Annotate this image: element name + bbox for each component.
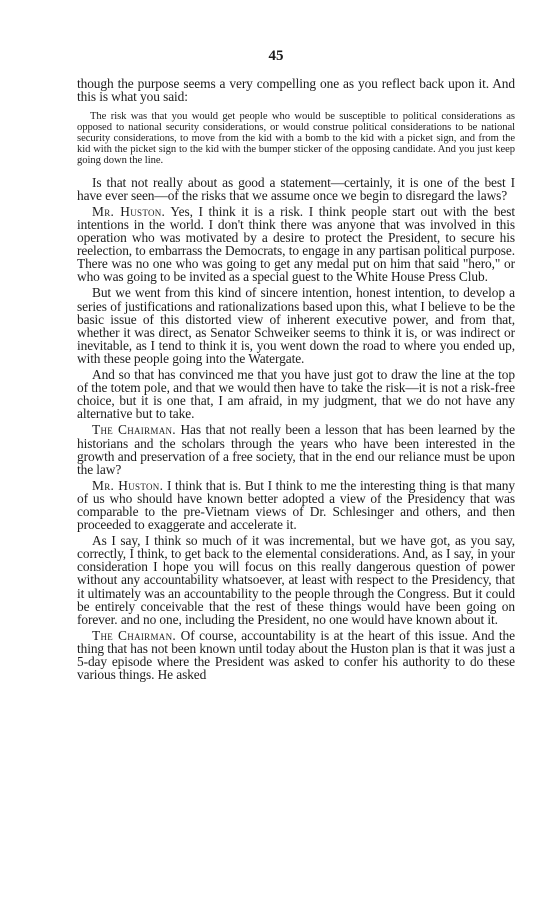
speaker-label: The Chairman. xyxy=(92,422,176,438)
block-quote: The risk was that you would get people who would be susceptible to political considerations as opposed to national security considerations, or would construe political considerations to be national security considerations, to move from the kid with a bomb to the kid with a picket sign, and from the kid with the picket sign to the kid with the bumper sticker of the opposing candidate. And you just keep going down the line. xyxy=(77,111,515,166)
page-body xyxy=(77,77,515,681)
speaker-label: Mr. Huston. xyxy=(92,477,164,493)
paragraph: The Chairman. Has that not really been a lesson that has been learned by the historians and the scholars through the years who have been interested in the growth and preservation of a free society, that in the end our reliance must be upon the law? xyxy=(77,422,515,477)
paragraph: though the purpose seems a very compelling one as you reflect back upon it. And this is what you said: xyxy=(77,76,515,105)
paragraph: But we went from this kind of sincere intention, honest intention, to develop a series of justifications and rationalizations based upon this, what I believe to be the basic issue of this distorted view of inherent executive power, and from that, whether it was direct, as Senator Schweiker seems to think it is, or was indirect or inevitable, as I tend to think it is, you went down the road to where you ended up, with these people going into the Watergate. xyxy=(77,285,515,366)
paragraph: Mr. Huston. I think that is. But I think to me the interesting thing is that many of us who should have known better adopted a view of the Presidency that was comparable to the pre-Vietnam views of Dr. Schlesinger and others, and then proceeded to exaggerate and accelerate it. xyxy=(77,477,516,533)
paragraph: Mr. Huston. Yes, I think it is a risk. I think people start out with the best intentions in the world. I don't think there was anyone that was involved in this operation who was motivated by a desire to protect the President, to secure his reelection, to embarrass the Democrats, to engage in any partisan political purpose. There was no one who was going to get any medal put on him that said "hero," or who was going to be invited as a special guest to the White House Press Club. xyxy=(77,203,516,285)
speaker-label: The Chairman. xyxy=(92,627,177,643)
paragraph: Is that not really about as good a statement—certainly, it is one of the best I have ever seen—of the risks that we assume once we begin to disregard the laws? xyxy=(77,174,515,203)
page-number: 45 xyxy=(268,48,284,64)
speaker-label: Mr. Huston. xyxy=(92,203,166,219)
paragraph: And so that has convinced me that you have just got to draw the line at the top of the totem pole, and that we would then have to take the risk—it is not a risk-free choice, but it is one that, I am afraid, in my judgment, that we do not have any alternative but to take. xyxy=(77,367,515,422)
paragraph: The Chairman. Of course, accountability is at the heart of this issue. And the thing that has not been known until today about the Huston plan is that it was just a 5-day episode where the President was asked to confer his authority to do these various things. He asked xyxy=(77,627,515,683)
paragraph: As I say, I think so much of it was incremental, but we have got, as you say, correctly, I think, to get back to the elemental considerations. And, as I say, in your consideration I hope you will focus on this really dangerous question of power without any accountability whatsoever, at least with respect to the Presidency, that it ultimately was an accountability to the people through the Congress. But it could be entirely conceivable that the rest of these things would have been going on forever. and no one, including the President, no one would have known about it. xyxy=(77,533,515,627)
